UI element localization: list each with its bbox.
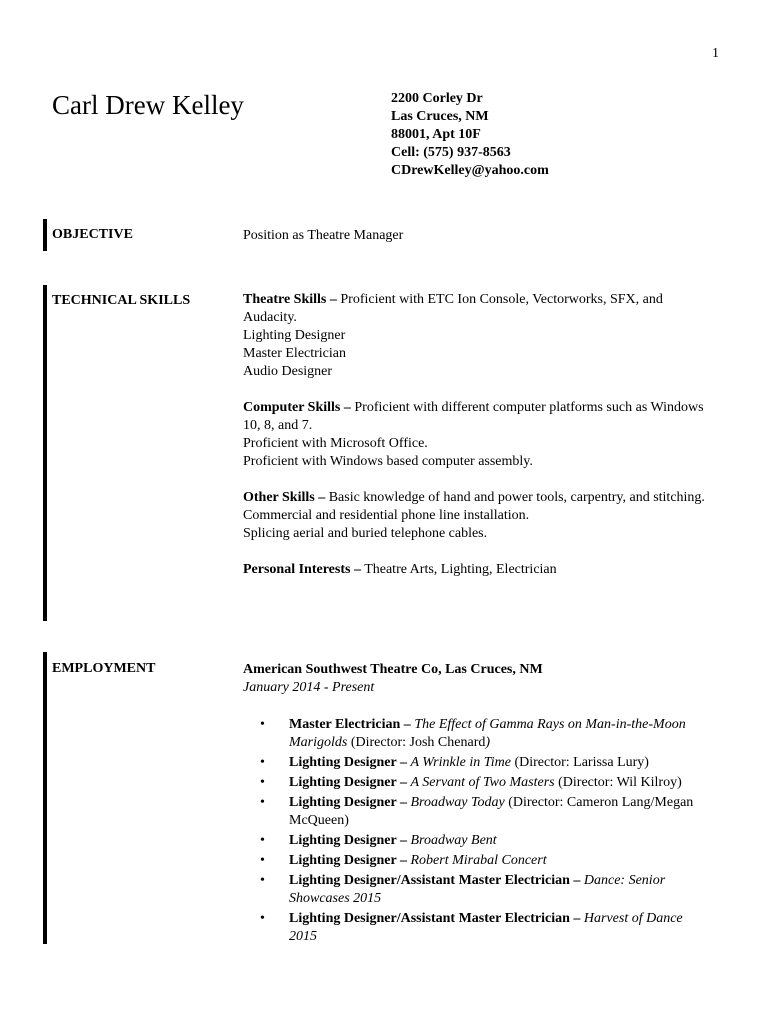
employment-role-item [243, 754, 713, 772]
skill-line: Proficient with Windows based computer assembly. [243, 454, 533, 469]
bullet-icon: • [260, 833, 265, 848]
role-title: Lighting Designer/Assistant Master Electrician – [289, 911, 581, 926]
skill-line: Lighting Designer [243, 328, 346, 343]
employment-role-item [243, 794, 713, 830]
show-title: Robert Mirabal Concert [410, 853, 547, 868]
employment-role-item [243, 832, 713, 850]
employment-role-item [243, 910, 713, 946]
skill-line: Commercial and residential phone line installation. [243, 508, 530, 523]
computer-skills: Computer Skills – Proficient with different computer platforms such as Windows 10, 8, and 7. [243, 400, 704, 433]
skill-line: Audio Designer [243, 364, 333, 379]
role-title: Lighting Designer/Assistant Master Electrician – [289, 873, 581, 888]
technical-skills-content [243, 291, 713, 579]
skill-line: Splicing aerial and buried telephone cables. [243, 526, 488, 541]
bullet-icon: • [260, 755, 265, 770]
personal-interests: Personal Interests – Theatre Arts, Lighting, Electrician [243, 562, 557, 577]
phone-number: Cell: (575) 937-8563 [391, 145, 511, 160]
other-skills: Other Skills – Basic knowledge of hand and power tools, carpentry, and stitching. [243, 490, 705, 505]
employment-role-item [243, 852, 713, 870]
role-title: Master Electrician – [289, 717, 411, 732]
employment-role-item [243, 872, 713, 908]
technical-skills-heading: TECHNICAL SKILLS [52, 293, 191, 308]
objective-section-bar [43, 219, 47, 251]
employment-role-item [243, 716, 713, 752]
show-title: A Wrinkle in Time [410, 755, 511, 770]
role-title: Lighting Designer – [289, 833, 407, 848]
director-note: (Director: Cameron Lang/Megan McQueen) [289, 795, 694, 828]
director-note-close: ) [485, 735, 491, 750]
bullet-icon: • [260, 795, 265, 810]
bullet-icon: • [260, 911, 265, 926]
employment-content [243, 661, 713, 948]
skill-line: Proficient with Microsoft Office. [243, 436, 428, 451]
technical-skills-section-bar [43, 285, 47, 621]
employment-heading: EMPLOYMENT [52, 661, 156, 676]
employment-section-bar [43, 652, 47, 944]
bullet-icon: • [260, 775, 265, 790]
contact-block [391, 90, 549, 180]
bullet-icon: • [260, 873, 265, 888]
director-note: (Director: Wil Kilroy) [554, 775, 682, 790]
bullet-icon: • [260, 717, 265, 732]
show-title: The Effect of Gamma Rays on Man-in-the-Moon Marigolds [289, 717, 686, 750]
employer-name: American Southwest Theatre Co, Las Cruces, NM [243, 662, 543, 677]
address-line-city: Las Cruces, NM [391, 109, 489, 124]
resume-name: Carl Drew Kelley [52, 90, 244, 120]
role-title: Lighting Designer – [289, 775, 407, 790]
email-address: CDrewKelley@yahoo.com [391, 163, 549, 178]
role-title: Lighting Designer – [289, 795, 407, 810]
director-note: (Director: Larissa Lury) [510, 755, 649, 770]
role-title: Lighting Designer – [289, 853, 407, 868]
employment-dates: January 2014 - Present [243, 680, 375, 695]
objective-text: Position as Theatre Manager [243, 228, 404, 243]
employment-role-list [243, 716, 713, 946]
page-number: 1 [712, 46, 719, 61]
show-title: Dance: Senior Showcases 2015 [289, 873, 666, 906]
employment-role-item [243, 774, 713, 792]
show-title: Harvest of Dance 2015 [289, 911, 683, 944]
address-line-street: 2200 Corley Dr [391, 91, 483, 106]
show-title: Broadway Today [410, 795, 505, 810]
objective-heading: OBJECTIVE [52, 227, 133, 242]
theatre-skills: Theatre Skills – Proficient with ETC Ion Console, Vectorworks, SFX, and Audacity. [243, 292, 663, 325]
address-line-zip: 88001, Apt 10F [391, 127, 481, 142]
skill-line: Master Electrician [243, 346, 347, 361]
role-title: Lighting Designer – [289, 755, 407, 770]
director-note: (Director: Josh Chenard [347, 735, 486, 750]
show-title: A Servant of Two Masters [410, 775, 555, 790]
show-title: Broadway Bent [410, 833, 497, 848]
bullet-icon: • [260, 853, 265, 868]
